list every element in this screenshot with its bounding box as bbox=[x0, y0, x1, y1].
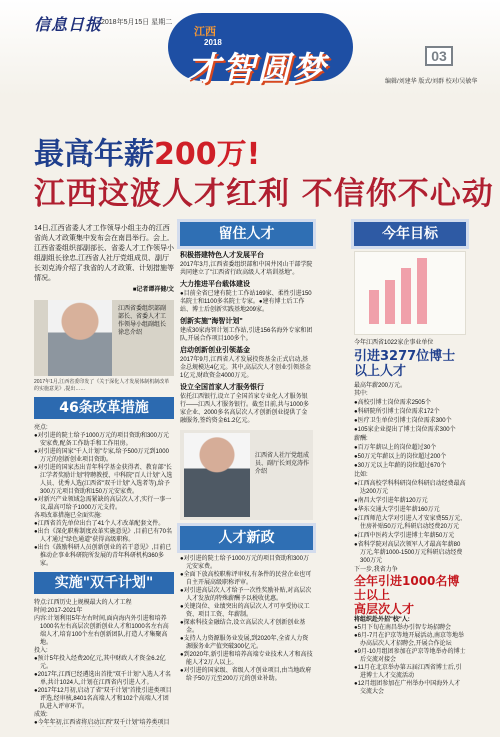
list-item: ●对引进的院士给予1000万元的项目资助和300万元安家费,配备工作助手和工作用房。 bbox=[34, 433, 169, 447]
list-item: ●2017年12月初,启动了省"双千计划"首批引进类项目评选,经审核,8401名高端人才和102个高端人才团队进入评审环节。 bbox=[34, 688, 172, 710]
headline-prefix: 最高年薪 bbox=[34, 137, 154, 172]
list-item: ●江西师范大学对引进人才安家费55万元,住房补贴50万元,科研启动经费20万元 bbox=[354, 516, 462, 530]
list-item: ●出台《深化职称制度改革实施意见》,目前已有70名人才通过"绿色通道"获得高级职称。 bbox=[34, 529, 172, 543]
list-item: ●2017年,江西已经遴选出首批"双千计划"入选人才名单,共计1024人,计划在江西省内引进人才。 bbox=[34, 672, 171, 686]
headline-line-2: 江西这波人才红利 不信你不心动 bbox=[34, 176, 494, 212]
next-headline-2: 高层次人才 bbox=[354, 602, 415, 616]
mid-item bbox=[180, 251, 313, 277]
list-item: ●出台《鼓励科研人员创新创业的若干意见》,目前已推动企事业科研院所发展的青年科研机构360多家。 bbox=[34, 545, 172, 567]
illustration-bar bbox=[417, 258, 427, 324]
item-heading: 启动创新创业引领基金 bbox=[180, 347, 250, 354]
list-item: ●医疗卫生单位引博士岗位需求300个 bbox=[354, 418, 452, 424]
right-section-title-1: 今年目标 bbox=[354, 222, 466, 246]
left-column bbox=[34, 218, 174, 726]
mid-photo-caption: 江西省人社厅党组成员、副厅长刘克涛作介绍 bbox=[255, 453, 310, 475]
illustration-bar bbox=[369, 290, 379, 324]
list-item: ●对引进的院士给予1000万元的项目资助和300万元安家费。 bbox=[180, 556, 309, 570]
headline-value: 200万! bbox=[154, 137, 261, 172]
list-item: ●50万元年薪以上的岗位超过200个 bbox=[354, 454, 447, 460]
left-section-1-points bbox=[34, 424, 174, 568]
goal-headline: 引进3277位博士以上人才 bbox=[354, 349, 456, 379]
recruit-title: 将组织赴外招"校"人: bbox=[354, 617, 410, 623]
item-text: 依托江西银行,设立了全国首家专业化人才服务银行——江西人才服务银行。截至目前,共与1000多家企业、2000多名高层次人才创新创业提供了金融服务,签约资金61.2亿元。 bbox=[180, 394, 310, 424]
middle-section-title-1: 留住人才 bbox=[180, 222, 313, 246]
left-section-title-2: 实施"双千计划" bbox=[34, 572, 174, 594]
item-text: ●目前全省已建有院士工作站169家、柔性引进150名院士和1100多名院士专家。●建有博士后工作站、博士后创新实践基地209家。 bbox=[180, 291, 312, 313]
illustration-bar bbox=[401, 268, 411, 324]
right-column bbox=[354, 218, 466, 728]
goal-points bbox=[354, 390, 466, 565]
list-item: 成效: bbox=[34, 712, 48, 718]
list-item: ●105家企业提出了博士岗位需求300个 bbox=[354, 427, 456, 433]
item-heading: 设立全国首家人才服务银行 bbox=[180, 384, 264, 391]
newspaper-logo: 信息日报 bbox=[34, 15, 103, 34]
list-item: 时间:2017-2021年 bbox=[34, 608, 83, 614]
list-item: ●支持人力资源服务业发展,到2020年,全省人力资源服务业产值突破300亿元。 bbox=[180, 636, 309, 650]
page-number: 03 bbox=[425, 46, 453, 66]
list-item: ●江西高校学科科研岗位科研启动经费最高达200万元 bbox=[354, 481, 466, 495]
list-item: ●12月组团参加在广州举办中国海外人才交流大会 bbox=[354, 681, 461, 695]
item-heading: 创新实施"海智计划" bbox=[180, 318, 243, 325]
item-heading: 积极搭建特色人才发展平台 bbox=[180, 252, 264, 259]
list-item: ●到2020年,新引进和培养高端专业技术人才和高技能人才2万人以上。 bbox=[180, 652, 313, 666]
photo-caption-side: 江西省委组织部副部长、省委人才工作领导小组副组长徐忠介绍 bbox=[118, 306, 167, 336]
list-item: ●30万元以上年薪的岗位超过670个 bbox=[354, 463, 447, 469]
list-item: 薪酬: bbox=[354, 436, 368, 442]
page-bottom bbox=[0, 727, 500, 737]
list-item: ●今年年初,江西省将启动江西"双千计划"培养类项目 bbox=[34, 720, 170, 726]
list-item: ●对引进的国家级、省级人才创业项目,由当地政府给予50万元至200万元的创业补助。 bbox=[180, 668, 312, 682]
list-item: ●科研院所引博士岗位需求172个 bbox=[354, 409, 440, 415]
mid-item bbox=[180, 346, 313, 380]
list-item: ●百万年薪以上的岗位超过30个 bbox=[354, 445, 437, 451]
banner-year: 2018 bbox=[204, 38, 222, 47]
goal-lead: 今年江西省1022家企事业单位 bbox=[354, 340, 434, 346]
photo-caption: 2017年1月,江西省委印发了《关于深化人才发展体制机制改革的实施意见》,提出…… bbox=[34, 379, 170, 392]
item-text: 2017年3月,江西省委组织部和中国井冈山干部学院共同建立了"江西省行政高级人才培训基地"。 bbox=[180, 262, 313, 276]
list-item: 内容:计划利用5年左右时间,面向海内外引进和培养1000名左右高层次创新创业人才和1000名左右高端人才,培育100个左右创新团队,打造人才集聚高地。 bbox=[34, 616, 169, 646]
list-item: ●对引进高层次人才给予一次性奖励补贴,对高层次人才发放的特殊薪酬予以税收优惠。 bbox=[180, 588, 312, 602]
mid-item bbox=[180, 317, 313, 343]
list-item: ●11月在北京举办第五届江西省博士后,引进博士人才交流活动 bbox=[354, 665, 462, 679]
goal-sub: 最高年薪200万元。 bbox=[354, 383, 407, 389]
list-item: ●华东交通大学引进年薪160万元 bbox=[354, 507, 440, 513]
recruit-list bbox=[354, 624, 466, 696]
byline: ■记者谭祥健/文 bbox=[132, 287, 174, 293]
list-item: ●9月-10月组团参加在沪京等地举办的博士后交流对接会 bbox=[354, 649, 466, 663]
new-policy-list bbox=[180, 555, 313, 683]
province-badge: 江西 bbox=[194, 26, 216, 38]
item-heading: 大力推进平台载体建设 bbox=[180, 281, 250, 288]
target-illustration bbox=[354, 251, 466, 335]
list-item: ●省科学院对高层次领军人才最高年薪80万元,年薪1000-1500万元科研启动经费300万元 bbox=[354, 542, 463, 564]
middle-column bbox=[180, 218, 313, 728]
list-item: 其中: bbox=[354, 391, 368, 397]
next-headline: 全年引进1000名博士以上 bbox=[354, 574, 460, 602]
list-item: ●对新兴产业领域急需紧缺的高层次人才,实行一事一议,最高可给予1000万元支持。 bbox=[34, 497, 172, 511]
list-item: ●探索科技金融结合,设立高层次人才创新创业基金。 bbox=[180, 620, 306, 634]
middle-section-title-2: 人才新政 bbox=[180, 526, 313, 550]
list-item: ●对引进的国家杰出青年科学基金获得者、教育部"长江学者奖励计划"特聘教授、中科院"百人计划"入选人员、优秀人选(江西省"双千计划"入选者等),给予300万元项目资助和150万元安家费。 bbox=[34, 465, 173, 495]
illustration-bar bbox=[385, 280, 395, 324]
headline-line-1 bbox=[34, 129, 474, 173]
list-item: ●全面下放高校职称评审权,有条件的民营企业也可自主开展高级职称评审。 bbox=[180, 572, 312, 586]
mid-item bbox=[180, 280, 313, 314]
list-item: 各项改革措施已全面实施: bbox=[34, 513, 102, 519]
left-section-2-points bbox=[34, 599, 174, 735]
list-item: ●高校引博士岗位需求2505个 bbox=[354, 400, 431, 406]
speaker-portrait bbox=[48, 300, 112, 376]
item-text: 建成30家海智计划工作站,引进156名海外专家和团队,开展合作项目100多个。 bbox=[180, 328, 313, 342]
list-item: 投入: bbox=[34, 648, 48, 654]
list-item: ●对引进的国家"千人计划"专家,给予500万元到1000万元的创新创业项目资助。 bbox=[34, 449, 169, 463]
list-item: ●预计5年投入经费20亿元,其中财政人才资金6.2亿元。 bbox=[34, 656, 166, 670]
speaker-photo bbox=[34, 300, 174, 376]
masthead bbox=[0, 0, 500, 96]
left-section-title-1: 46条改革措施 bbox=[34, 397, 174, 419]
lead-paragraph: 14日,江西省委人才工作领导小组主办的江西省尚人才政策集中发布会在南昌举行。会上,江西省委组织部副部长、省委人才工作领导小组副组长徐忠,江西省人社厅党组成员、副厅长刘克涛介绍了我省的人才政策、计划措施等情况。 bbox=[34, 225, 174, 282]
editor-line: 编辑/刘建华 版式/刘群 校对/吴敏华 bbox=[385, 79, 478, 85]
list-item: ●江西省首先单位出台了41个人才改革配套文件。 bbox=[34, 521, 165, 527]
list-item: 比如: bbox=[354, 472, 368, 478]
list-item: ●6月-7月在沪京等地开展活动,南京等地举办高层次人才招聘会,开展合作论坛 bbox=[354, 633, 464, 647]
list-item: ●5月下旬在南昌举办引智专场招聘会 bbox=[354, 625, 451, 631]
list-item: ●关键岗位、业绩突出的高层次人才可享受协议工资、项目工资、年薪制。 bbox=[180, 604, 310, 618]
mid-item bbox=[180, 383, 313, 425]
mid-photo bbox=[180, 430, 313, 520]
official-portrait bbox=[184, 433, 250, 517]
issue-date: 2018年5月15日 星期二 bbox=[101, 19, 173, 26]
section-title: 才智圆梦 bbox=[187, 49, 327, 88]
list-item: ●南昌大学引进年薪120万元 bbox=[354, 498, 428, 504]
list-item: ●江西中医药大学引进博士年薪50万元 bbox=[354, 533, 455, 539]
list-item: 亮点: bbox=[34, 425, 48, 431]
next-step: 下一步,我省力争 bbox=[354, 567, 398, 573]
list-item: 特点:江西历史上规模最大的人才工程 bbox=[34, 600, 132, 606]
item-text: 2017年9月,江西省人才发展投资基金正式启动,基金总规模达4亿元。其中,高层次人才创业引领基金1亿元,财政资金4000万元。 bbox=[180, 357, 312, 379]
